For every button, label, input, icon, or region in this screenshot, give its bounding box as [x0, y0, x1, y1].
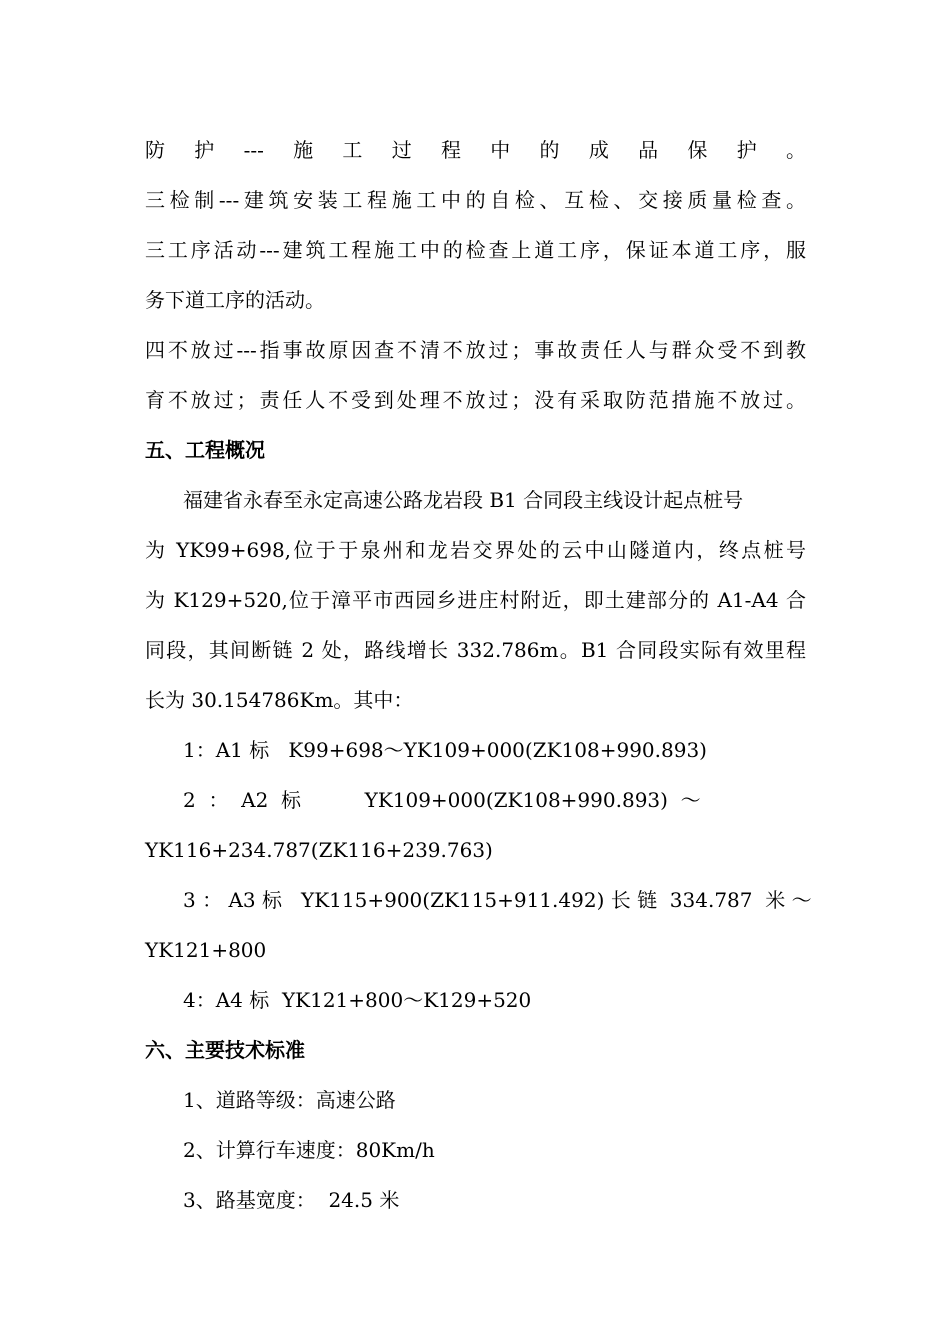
standard-item-design-speed: 2、计算行车速度：80Km/h: [183, 1138, 435, 1162]
standard-item-subgrade-width: 3、路基宽度： 24.5 米: [183, 1188, 400, 1212]
list-item-a4: 4：A4 标 YK121+800～K129+520: [183, 988, 532, 1012]
paragraph-line-2: 为 YK99+698,位于于泉州和龙岩交界处的云中山隧道内，终点桩号: [145, 538, 806, 562]
text-line-four-nots-cont: 育不放过；责任人不受到处理不放过；没有采取防范措施不放过。: [145, 388, 806, 412]
text-line-three-checks: 三检制---建筑安装工程施工中的自检、互检、交接质量检查。: [145, 188, 806, 212]
standard-item-road-grade: 1、道路等级：高速公路: [183, 1088, 396, 1112]
paragraph-line-4: 同段，其间断链 2 处，路线增长 332.786m。B1 合同段实际有效里程: [145, 638, 806, 662]
text-line-three-processes: 三工序活动---建筑工程施工中的检查上道工序，保证本道工序，服: [145, 238, 806, 262]
section-heading-project-overview: 五、工程概况: [145, 438, 265, 462]
text-line-four-nots: 四不放过---指事故原因查不清不放过；事故责任人与群众受不到教: [145, 338, 806, 362]
list-item-a2-cont: YK116+234.787(ZK116+239.763): [145, 838, 493, 862]
list-item-a3-cont: YK121+800: [145, 938, 267, 962]
paragraph-line-5: 长为 30.154786Km。其中：: [145, 688, 414, 712]
list-item-a2: 2 ： A2 标 YK109+000(ZK108+990.893) ～: [183, 788, 701, 812]
paragraph-line-3: 为 K129+520,位于漳平市西园乡进庄村附近，即土建部分的 A1-A4 合: [145, 588, 806, 612]
text-line-protection: 防护---施工过程中的成品保护。: [145, 138, 806, 162]
text-line-three-processes-cont: 务下道工序的活动。: [145, 288, 325, 312]
section-heading-technical-standards: 六、主要技术标准: [145, 1038, 305, 1062]
paragraph-line-1: 福建省永春至永定高速公路龙岩段 B1 合同段主线设计起点桩号: [183, 488, 744, 512]
list-item-a1: 1：A1 标 K99+698～YK109+000(ZK108+990.893): [183, 738, 707, 762]
list-item-a3: 3 ： A3 标 YK115+900(ZK115+911.492) 长 链 334.787 米 ～: [183, 888, 812, 912]
